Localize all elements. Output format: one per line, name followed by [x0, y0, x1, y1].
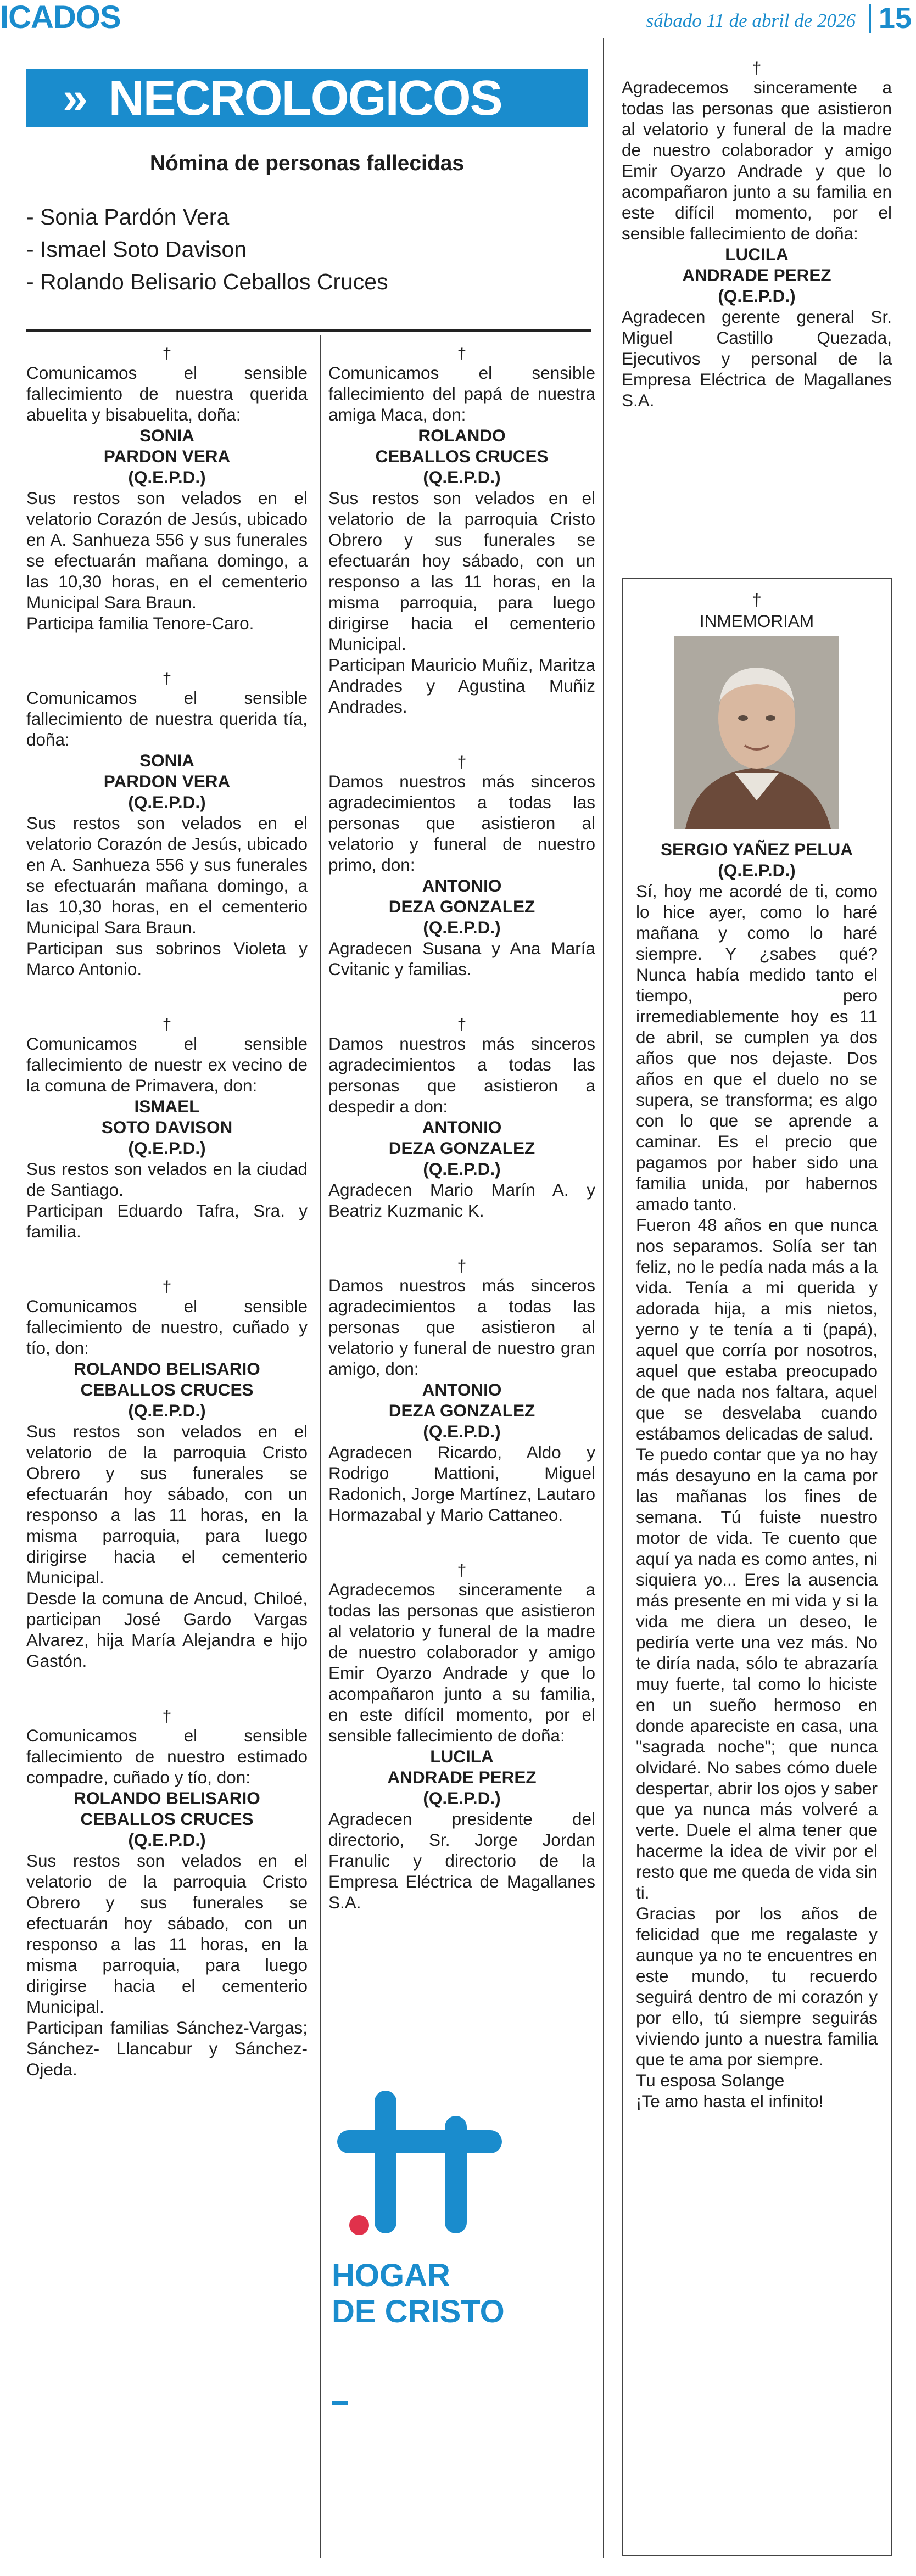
memoriam-paragraph: Sí, hoy me acordé de ti, como lo hice ayer, como lo haré mañana y como lo haré siempre. Y ¿sabes qué? Nunca había medido tanto el tiempo, pero irremediablemente hoy es 11 de abril, se cumplen ya dos años que nos dejaste. Dos años en que el duelo no se supera, se transforma; es algo con lo que se aprende a caminar. Es el precio que pagamos por haber sido una familia unida, por habernos amado tanto.: [636, 881, 878, 1214]
logo-dot: [349, 2215, 369, 2235]
notice-intro: Damos nuestros más sinceros agradecimientos a todas las personas que asistieron al velatorio y funeral de nuestro primo, don:: [328, 771, 595, 875]
notice: [26, 1709, 308, 2080]
notice: [328, 1563, 595, 1913]
notice-participants: Participan Mauricio Muñiz, Maritza Andrades y Agustina Muñiz Andrades.: [328, 655, 595, 716]
cross-icon: †: [162, 670, 172, 688]
memoriam-name: SERGIO YAÑEZ PELUA: [660, 839, 853, 859]
notice-intro: Comunicamos el sensible fallecimiento del papá de nuestra amiga Maca, don:: [328, 363, 595, 424]
notice-qepd: (Q.E.P.D.): [128, 1830, 206, 1850]
memoriam-paragraph: Te puedo contar que ya no hay más desayuno en la cama por las mañanas los fines de semana. Tú fuiste nuestro motor de vida. Te cuento que aquí ya nada es como antes, ni siquiera yo... Eres la ausencia más presente en mi vida y si la vida me diera un deseo, le pediría verte una vez más. No te diría nada, sólo te abrazaría muy fuerte, tal como lo hiciste en un sueño hermoso en donde apareciste en casa, una "sagrada noche"; que nunca olvidaré. No sabes cómo duele despertar, abrir los ojos y saber que ya nunca más volveré a verte. Duele el alma tener que hacerme la idea de vivir por el resto que me queda de vida sin ti.: [636, 1444, 878, 1902]
notice-body: Sus restos son velados en el velatorio Corazón de Jesús, ubicado en A. Sanhueza 556 y sus funerales se efectuarán mañana domingo, a las 10,30 horas, en el cementerio Municipal Sara Braun.: [26, 488, 308, 612]
deceased-name: - Sonia Pardón Vera: [26, 204, 230, 229]
logo-bar: [445, 2116, 467, 2233]
cross-icon: †: [457, 1257, 467, 1275]
deceased-name: - Rolando Belisario Ceballos Cruces: [26, 269, 388, 294]
notice-qepd: (Q.E.P.D.): [718, 286, 796, 306]
notice-body: Sus restos son velados en el velatorio Corazón de Jesús, ubicado en A. Sanhueza 556 y sus funerales se efectuarán mañana domingo, a las 10,30 horas, en el cementerio Municipal Sara Braun.: [26, 813, 308, 937]
notice-name: ISMAEL: [134, 1096, 200, 1116]
chevron-icon: »: [63, 73, 87, 123]
notice-qepd: (Q.E.P.D.): [423, 917, 501, 937]
notice-name: ANTONIO: [422, 1117, 502, 1137]
notice-qepd: (Q.E.P.D.): [128, 792, 206, 812]
necrologicos-banner: [26, 69, 588, 127]
notice-qepd: (Q.E.P.D.): [423, 467, 501, 487]
logo-line: HOGAR: [332, 2258, 450, 2293]
notice-body: Agradecen Ricardo, Aldo y Rodrigo Mattioni, Miguel Radonich, Jorge Martínez, Lautaro Hormazabal y Mario Cattaneo.: [328, 1442, 595, 1525]
memoriam-qepd: (Q.E.P.D.): [718, 860, 796, 880]
page-number: 15: [878, 2, 912, 35]
cross-icon: †: [457, 345, 467, 363]
notice-participants: Participan Eduardo Tafra, Sra. y familia.: [26, 1201, 308, 1241]
header-date: sábado 11 de abril de 2026: [646, 10, 856, 31]
cross-icon: †: [752, 590, 762, 610]
notice-surname: ANDRADE PEREZ: [387, 1767, 537, 1787]
notice-qepd: (Q.E.P.D.): [423, 1159, 501, 1179]
column-rule: [320, 335, 321, 2558]
notice-qepd: (Q.E.P.D.): [128, 467, 206, 487]
notice-surname: DEZA GONZALEZ: [388, 897, 535, 916]
notice-surname: CEBALLOS CRUCES: [375, 446, 549, 466]
notice: [26, 671, 308, 979]
logo-text: [332, 2258, 505, 2330]
notice-intro: Comunicamos el sensible fallecimiento de nuestra querida tía, doña:: [26, 688, 308, 749]
section-name: ICADOS: [0, 0, 121, 35]
notice-qepd: (Q.E.P.D.): [128, 1401, 206, 1420]
notice-participants: Participan sus sobrinos Violeta y Marco Antonio.: [26, 938, 308, 979]
column-1: [26, 346, 308, 2080]
notice-name: ANTONIO: [422, 876, 502, 895]
cross-icon: †: [457, 1016, 467, 1034]
memoriam-paragraph: Gracias por los años de felicidad que me regalaste y aunque ya no te encuentres en este mundo, tu recuerdo seguirá dentro de mi corazón y por ello, tú siempre seguirás viviendo junto a nuestra familia que te ama por siempre.: [636, 1903, 878, 2069]
notice-intro: Comunicamos el sensible fallecimiento de nuestra querida abuelita y bisabuelita, doña:: [26, 363, 308, 424]
notice: [328, 754, 595, 979]
notice-surname: CEBALLOS CRUCES: [80, 1809, 254, 1829]
notice-name: ROLANDO BELISARIO: [74, 1359, 260, 1379]
page-header: [0, 0, 916, 35]
memoriam-paragraph: Fueron 48 años en que nunca nos separamos. Solía ser tan feliz, no le pedía nada más a la vida. Tenía a mi querida y adorada hija, a mis nietos, yerno y te tenía a ti (papá), aquel que corría por nosotros, aquel que estaba preocupado de que nada nos faltara, aquel que se desvelaba cuando estábamos delicadas de salud.: [636, 1215, 878, 1443]
notice-intro: Damos nuestros más sinceros agradecimientos a todas las personas que asistieron a despedir a don:: [328, 1034, 595, 1116]
notice-intro: Comunicamos el sensible fallecimiento de nuestro, cuñado y tío, don:: [26, 1296, 308, 1358]
notice-name: ROLANDO: [418, 425, 506, 445]
notice-name: SONIA: [139, 751, 194, 770]
notice-name: ANTONIO: [422, 1380, 502, 1399]
notice-name: ROLANDO BELISARIO: [74, 1788, 260, 1808]
portrait-eye: [766, 715, 775, 721]
header-divider: [869, 4, 871, 33]
notice-body: Sus restos son velados en el velatorio de la parroquia Cristo Obrero y sus funerales se efectuarán hoy sábado, con un responso a las 11 horas, en la misma parroquia, para luego dirigirse hacia el cementerio Municipal.: [26, 1851, 308, 2017]
memoriam-label: INMEMORIAM: [699, 611, 814, 631]
nomina-title: Nómina de personas fallecidas: [149, 152, 465, 175]
notice: [26, 346, 308, 634]
portrait-photo: [674, 636, 839, 829]
notice-intro: Comunicamos el sensible fallecimiento de nuestro estimado compadre, cuñado y tío, don:: [26, 1726, 308, 1787]
memoriam-signature: Tu esposa Solange: [636, 2070, 785, 2090]
notice-surname: SOTO DAVISON: [101, 1117, 233, 1137]
notice-participants: Desde la comuna de Ancud, Chiloé, participan José Gardo Vargas Alvarez, hija María Alejandra e hijo Gastón.: [26, 1588, 308, 1671]
notice-participants: Participa familia Tenore-Caro.: [26, 613, 254, 633]
notice: [328, 1258, 595, 1525]
logo-bar: [337, 2130, 502, 2153]
notice-intro: Comunicamos el sensible fallecimiento de nuestr ex vecino de la comuna de Primavera, don:: [26, 1034, 308, 1095]
notice-intro: Agradecemos sinceramente a todas las personas que asistieron al velatorio y funeral de la madre de nuestro colaborador y amigo Emir Oyarzo Andrade y que lo acompañaron junto a su familia en este difícil momento, por el sensible fallecimiento de doña:: [622, 77, 892, 243]
notice-name: LUCILA: [430, 1746, 494, 1766]
in-memoriam-box: [622, 578, 892, 2556]
portrait-eye: [738, 715, 748, 721]
notice-body: Sus restos son velados en la ciudad de Santiago.: [26, 1159, 308, 1200]
notice-surname: PARDON VERA: [103, 771, 231, 791]
cross-icon: †: [162, 1707, 172, 1726]
notice-qepd: (Q.E.P.D.): [423, 1421, 501, 1441]
logo-underline: [332, 2401, 348, 2405]
section-divider: [26, 329, 591, 332]
notice: [26, 1017, 308, 1242]
notice-body: Sus restos son velados en el velatorio de la parroquia Cristo Obrero y sus funerales se efectuarán hoy sábado, con un responso a las 11 horas, en la misma parroquia, para luego dirigirse hacia el cementerio Municipal.: [26, 1421, 308, 1587]
deceased-name: - Ismael Soto Davison: [26, 237, 247, 262]
notice-qepd: (Q.E.P.D.): [423, 1788, 501, 1808]
notice-surname: DEZA GONZALEZ: [388, 1401, 535, 1420]
banner-title: NECROLOGICOS: [108, 70, 502, 126]
notice-qepd: (Q.E.P.D.): [128, 1138, 206, 1158]
column-rule: [603, 38, 604, 2558]
notice: [328, 1017, 595, 1221]
notice-intro: Damos nuestros más sinceros agradecimientos a todas las personas que asistieron al velatorio y funeral de nuestro gran amigo, don:: [328, 1275, 595, 1379]
logo-bar: [375, 2091, 396, 2233]
notice-name: SONIA: [139, 425, 194, 445]
cross-icon: †: [162, 345, 172, 363]
cross-icon: †: [457, 753, 467, 771]
cross-icon: †: [162, 1278, 172, 1296]
notice-body: Agradecen gerente general Sr. Miguel Castillo Quezada, Ejecutivos y personal de la Empresa Eléctrica de Magallanes S.A.: [622, 307, 892, 410]
notice-intro: Agradecemos sinceramente a todas las personas que asistieron al velatorio y funeral de la madre de nuestro colaborador y amigo Emir Oyarzo Andrade y que lo acompañaron junto a su familia, en este difícil momento, por el sensible fallecimiento de doña:: [328, 1580, 595, 1745]
notice-body: Agradecen Mario Marín A. y Beatriz Kuzmanic K.: [328, 1180, 595, 1220]
hogar-de-cristo-logo: [332, 2085, 562, 2415]
cross-icon: †: [457, 1561, 467, 1580]
notice-surname: CEBALLOS CRUCES: [80, 1380, 254, 1399]
notice-body: Sus restos son velados en el velatorio de la parroquia Cristo Obrero y sus funerales se efectuarán hoy sábado, con un responso a las 11 horas, en la misma parroquia, para luego dirigirse hacia el cementerio Municipal.: [328, 488, 595, 654]
logo-line: DE CRISTO: [332, 2294, 505, 2329]
notice-participants: Participan familias Sánchez-Vargas; Sánchez- Llancabur y Sánchez- Ojeda.: [26, 2018, 308, 2079]
deceased-list: [26, 201, 588, 298]
notice: [622, 60, 892, 411]
notice-surname: ANDRADE PEREZ: [682, 265, 831, 285]
column-2: [328, 346, 595, 1913]
notice-surname: DEZA GONZALEZ: [388, 1138, 535, 1158]
notice-surname: PARDON VERA: [103, 446, 231, 466]
notice-name: LUCILA: [725, 244, 789, 264]
notice: [328, 346, 595, 717]
notice: [26, 1279, 308, 1671]
column-3: [622, 60, 892, 411]
cross-icon: †: [162, 1016, 172, 1034]
notice-body: Agradecen presidente del directorio, Sr. Jorge Jordan Franulic y directorio de la Empresa Eléctrica de Magallanes S.A.: [328, 1809, 595, 1912]
notice-body: Agradecen Susana y Ana María Cvitanic y familias.: [328, 938, 595, 979]
memoriam-closing: ¡Te amo hasta el infinito!: [636, 2091, 824, 2111]
cross-icon: †: [752, 59, 762, 77]
